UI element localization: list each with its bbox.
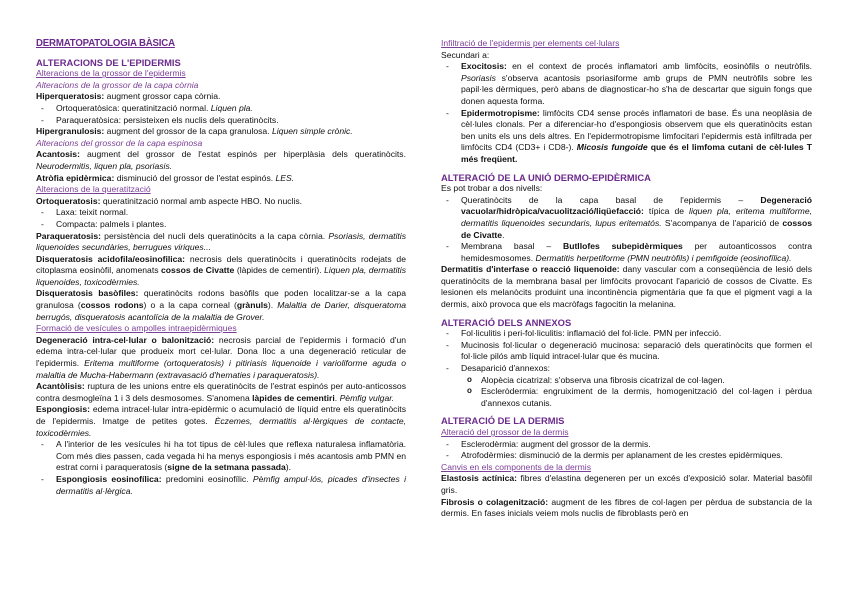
list-item: - Atrofodèrmies: disminució de la dermis per aplanament de les crestes epidèrmiques. [441,450,812,462]
list-annexos [441,328,812,409]
list-item: - Desaparició d'annexos: [441,363,812,375]
subheading-canvis: Canvis en els components de la dermis [441,461,591,472]
list-item: - Fol·liculitis i peri-fol·liculitis: inflamació del fol·licle. PMN per infecció. [441,328,812,340]
list-infiltracio [441,61,812,165]
subheading-queratinitzacio: Alteracions de la queratització [36,184,151,195]
para-espongiosis: Espongiosis: edema intracel·lular intra-epidèrmic o acumulació de líquid entre els queratinòcits de l'epidermis. Imatge de petites gotes. Èczemes, dermatitis al·lèrgiques de contacte, toxicodèrmies. [36,404,406,438]
para-hipergranulosis: Hipergranulosis: augment del grossor de la capa granulosa. Liquen simple crònic. [36,126,353,137]
para-pot-trobar: Es pot trobar a dos nivells: [441,183,543,194]
subsubheading-cornia: Alteracions de la grossor de la capa còrnia [36,79,199,90]
list-item: - Queratinòcits de la capa basal de l'epidermis – Degeneració vacuolar/hidròpica/vacuolització/liqüefacció: típica de liquen pla, eritema multiforme, dermatitis liquenoides secundaris, lupus eritematós. S'acompanya de l'aparició de cossos de Civatte. [441,195,812,241]
heading-annexos: ALTERACIÓ DELS ANNEXOS [441,316,572,328]
left-column [36,38,406,497]
subheading-grossor-dermis: Alteració del grossor de la dermis [441,427,569,437]
list-item: - Ortoqueratòsica: queratinització normal. Liquen pla. [36,103,406,115]
heading-epidermis: ALTERACIONS DE L'EPIDERMIS [36,56,181,68]
subheading-infiltracio: Infiltració de l'epidermis per elements cel·lulars [441,38,620,48]
sub-list-item: o Alopècia cicatrizal: s'observa una fibrosis cicatrizal de col·lagen. [441,375,812,387]
para-dermatitis-interfase: Dermatitis d'interfase o reacció liquenoide: dany vascular com a conseqüència de lesió dels queratinòcits de la membrana basal per limfòcits provocant l'aparició de cossos de Civatte. Es lesionen els melanòcits produint una incontinència pigmentària que fa que el pigment vagi a la dermis, això provoca que els macròfags fagocitin la melanina. [441,264,812,310]
right-column [441,38,812,520]
list-hiperqueratosis [36,103,406,126]
subsubheading-espinosa: Alteracions del grossor de la capa espinosa [36,137,203,148]
list-item: - Laxa: teixit normal. [36,207,406,219]
list-ortoqueratosis [36,207,406,230]
para-atrofia: Atròfia epidèrmica: disminució del grossor de l'estat espinós. LES. [36,172,295,183]
para-degeneracio: Degeneració intra-cel·lular o balonització: necrosis parcial de l'epidermis i formació d'un edema intra-cel·lular que produeix mort cel·lular. Dona lloc a una degeneració reticular de l'epidermis. Eritema multiforme (ortoqueratosis) i pitiriasis liquenoide i varioliforme aguda o malaltia de Mucha-Habermann (extravasació d'hematies i paraqueratosis). [36,334,406,380]
para-fibrosis: Fibrosis o colagenització: augment de les fibres de col·lagen per pèrdua de substancia de la dermis. En fases inicials veiem mols nuclis de fibroblasts però en [441,496,812,519]
list-item: - Membrana basal – Butllofes subepidèrmiques per autoanticossos contra hemidesmosomes. Dermatitis herpetiforme (PMN neutròfils) i pemfigoide (eosinofílica). [441,241,812,264]
para-hiperqueratosis: Hiperqueratosis: augment grossor capa còrnia. [36,91,221,102]
para-elastosis: Elastosis actínica: fibres d'elastina degeneren per un excés d'exposició solar. Material basòfil gris. [441,473,812,495]
para-ortoqueratosis: Ortoqueratosis: queratinització normal amb aspecte HBO. No nuclis. [36,195,303,206]
para-acantosis: Acantosis: augment del grossor de l'estat espinós per hiperplàsia dels queratinòcits. Neurodermitis, liquen pla, psoriasis. [36,149,406,171]
para-disqueratosis-basofiles: Disqueratosis basòfiles: queratinòcits rodons basòfils que poden localitzar-se a la capa granulosa (cossos rodons) o a la capa corneal (grànuls). Malaltia de Darier, disqueratoma berrugós, disqueratosis acantolícia de la malaltia de Grover. [36,288,407,322]
list-item: - Paraqueratòsica: persisteixen els nuclis dels queratinòcits. [36,115,406,127]
sub-list-item: o Escleròdermia: engruiximent de la dermis, homogenització del col·lagen i pèrdua d'annexos cutanis. [441,386,812,409]
para-acantolisis: Acantòlisis: ruptura de les unions entre els queratinòcits de l'estrat espinós per auto-anticossos contra desmogleïna 1 i 3 dels desmosomes. S'anomena làpides de cementiri. Pèmfig vulgar. [36,381,406,403]
heading-dermis: ALTERACIÓ DE LA DERMIS [441,415,565,427]
subheading-vesicules: Formació de vesícules o ampolles intraepidèrmiques [36,323,237,334]
subheading-grossor: Alteracions de la grossor de l'epidermis [36,68,186,79]
list-item: - Esclerodèrmia: augment del grossor de la dermis. [441,439,812,451]
list-item: - Exocitosis: en el context de procés inflamatori amb limfòcits, eosinòfils o neutròfils. Psoriasis s'observa acantosis psoriasiforme amb grups de PMN neutròfils sobre les papil·les dèrmiques, però abans de diagnosticar-ho s'ha de descartar que siguin fongs que donen aquesta forma. [441,61,812,107]
list-item: - A l'interior de les vesícules hi ha tot tipus de cèl·lules que reflexa naturalesa inflamatòria. Com més dies passen, cada vegada hi ha menys espongiosis i més acantosis amb PMN en estrat corni i paraqueratosis (signe de la setmana passada). [36,439,406,474]
list-item: - Mucinosis fol·licular o degeneració mucinosa: separació dels queratinòcits que formen el fol·licle pilós amb líquid intracel·lular que és mucina. [441,340,812,363]
list-grossor-dermis [441,439,812,462]
list-espongiosis [36,439,406,497]
para-paraqueratosis: Paraqueratosis: persistència del nucli dels queratinòcits a la capa còrnia. Psoriasis, dermatitis liquenoides secundàries, berrugues viriques... [36,230,407,253]
list-item: - Compacta: palmels i plantes. [36,219,406,231]
list-item: - Espongiosis eosinofílica: predomini eosinofílic. Pèmfig ampul·lós, picades d'insectes i dermatitis al·lèrgica. [36,474,406,497]
list-item: - Epidermotropisme: limfòcits CD4 sense procés inflamatori de base. És una neoplàsia de cèl·lules clonals. Per a diferenciar-ho d'espongiosis observem que els queratinòcits estan ben units els uns dels altres. En l'epidermotropisme limfocitari l'epidermis està infiltrada per limfòcits CD4 (CD3+ i CD8-). Micosis fungoide que és el limfoma cutani de cèl·lules T més freqüent. [441,108,812,166]
para-secundari: Secundari a: [441,49,490,60]
list-unio [441,195,812,265]
heading-unio: ALTERACIÓ DE LA UNIÓ DERMO-EPIDÈRMICA [441,171,651,183]
document-title: DERMATOPATOLOGIA BÀSICA [36,37,175,49]
para-disqueratosis: Disqueratosis acidofila/eosinofilica: necrosis dels queratinòcits i queratinòcits rodejats de citoplasma eosinòfil, anomenats cossos de Civatte (làpides de cementiri). Liquen pla, dermatitis liquenoides, toxicodèrmies. [36,253,407,287]
